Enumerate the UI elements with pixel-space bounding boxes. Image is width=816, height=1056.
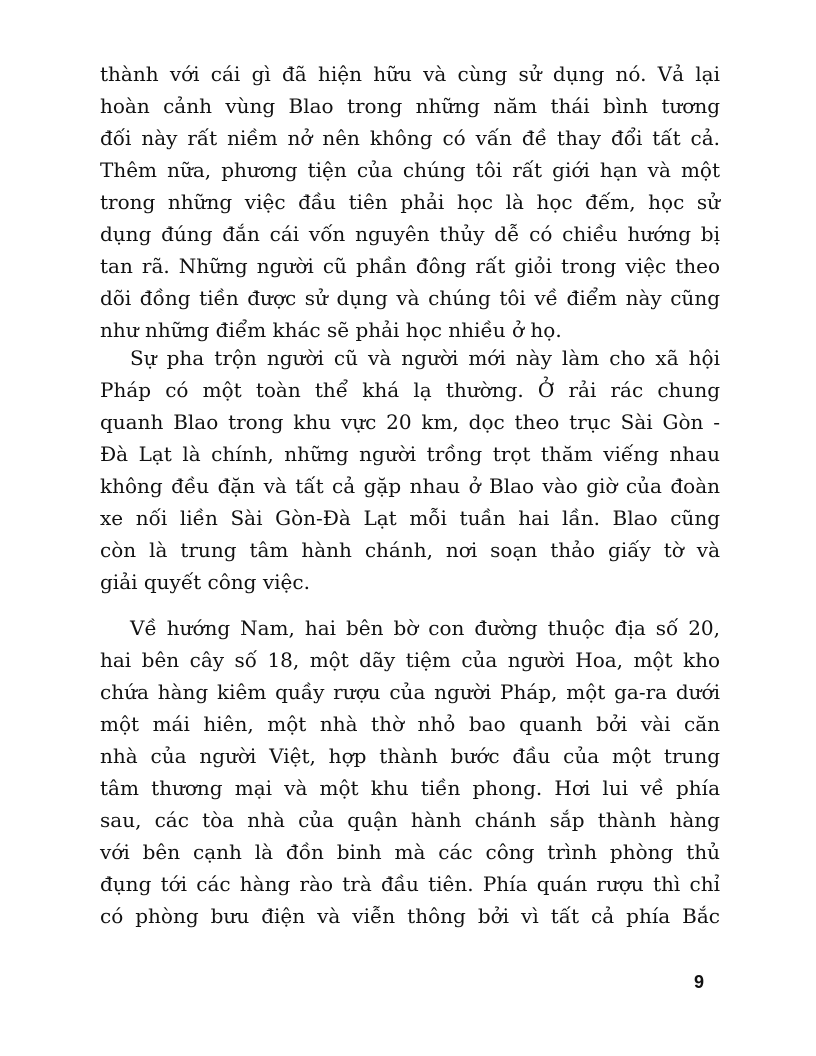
paragraph-2-line-7: còn là trung tâm hành chánh, nơi soạn thảo giấy tờ và (100, 538, 720, 562)
paragraph-2-line-8: giải quyết công việc. (100, 570, 310, 594)
paragraph-3-line-7: sau, các tòa nhà của quận hành chánh sắp thành hàng (100, 808, 720, 832)
paragraph-2 (100, 342, 720, 598)
paragraph-3-line-8: với bên cạnh là đồn binh mà các công trình phòng thủ (100, 840, 720, 864)
page-number: 9 (694, 972, 705, 992)
paragraph-1-line-7: tan rã. Những người cũ phần đông rất giỏi trong việc theo (100, 254, 720, 278)
paragraph-3-line-2: hai bên cây số 18, một dãy tiệm của người Hoa, một kho (100, 648, 720, 672)
paragraph-3-line-4: một mái hiên, một nhà thờ nhỏ bao quanh bởi vài căn (100, 712, 720, 736)
paragraph-1-line-4: Thêm nữa, phương tiện của chúng tôi rất giới hạn và một (100, 158, 720, 182)
paragraph-1-line-5: trong những việc đầu tiên phải học là học đếm, học sử (100, 190, 720, 214)
paragraph-1-line-6: dụng đúng đắn cái vốn nguyên thủy dễ có chiều hướng bị (100, 222, 720, 246)
paragraph-3 (100, 612, 720, 932)
paragraph-1-line-1: thành với cái gì đã hiện hữu và cùng sử dụng nó. Vả lại (100, 62, 720, 86)
paragraph-3-line-5: nhà của người Việt, hợp thành bước đầu của một trung (100, 744, 720, 768)
paragraph-2-line-1: Sự pha trộn người cũ và người mới này làm cho xã hội (130, 346, 720, 370)
paragraph-1-line-2: hoàn cảnh vùng Blao trong những năm thái bình tương (100, 94, 720, 118)
paragraph-1-line-3: đối này rất niềm nở nên không có vấn đề thay đổi tất cả. (100, 126, 720, 150)
paragraph-1-line-8: dõi đồng tiền được sử dụng và chúng tôi về điểm này cũng (100, 286, 720, 310)
paragraph-3-line-1: Về hướng Nam, hai bên bờ con đường thuộc địa số 20, (130, 616, 720, 640)
paragraph-1 (100, 58, 720, 346)
paragraph-1-line-9: như những điểm khác sẽ phải học nhiều ở họ. (100, 318, 562, 342)
paragraph-2-line-3: quanh Blao trong khu vực 20 km, dọc theo trục Sài Gòn - (100, 410, 720, 434)
paragraph-2-line-5: không đều đặn và tất cả gặp nhau ở Blao vào giờ của đoàn (100, 474, 720, 498)
paragraph-3-line-6: tâm thương mại và một khu tiền phong. Hơi lui về phía (100, 776, 720, 800)
paragraph-2-line-4: Đà Lạt là chính, những người trồng trọt thăm viếng nhau (100, 442, 720, 466)
paragraph-2-line-6: xe nối liền Sài Gòn-Đà Lạt mỗi tuần hai lần. Blao cũng (100, 506, 720, 530)
paragraph-3-line-3: chứa hàng kiêm quầy rượu của người Pháp, một ga-ra dưới (100, 680, 720, 704)
paragraph-3-line-10: có phòng bưu điện và viễn thông bởi vì tất cả phía Bắc (100, 904, 720, 928)
paragraph-2-line-2: Pháp có một toàn thể khá lạ thường. Ở rải rác chung (100, 378, 720, 402)
paragraph-3-line-9: đụng tới các hàng rào trà đầu tiên. Phía quán rượu thì chỉ (100, 872, 720, 896)
